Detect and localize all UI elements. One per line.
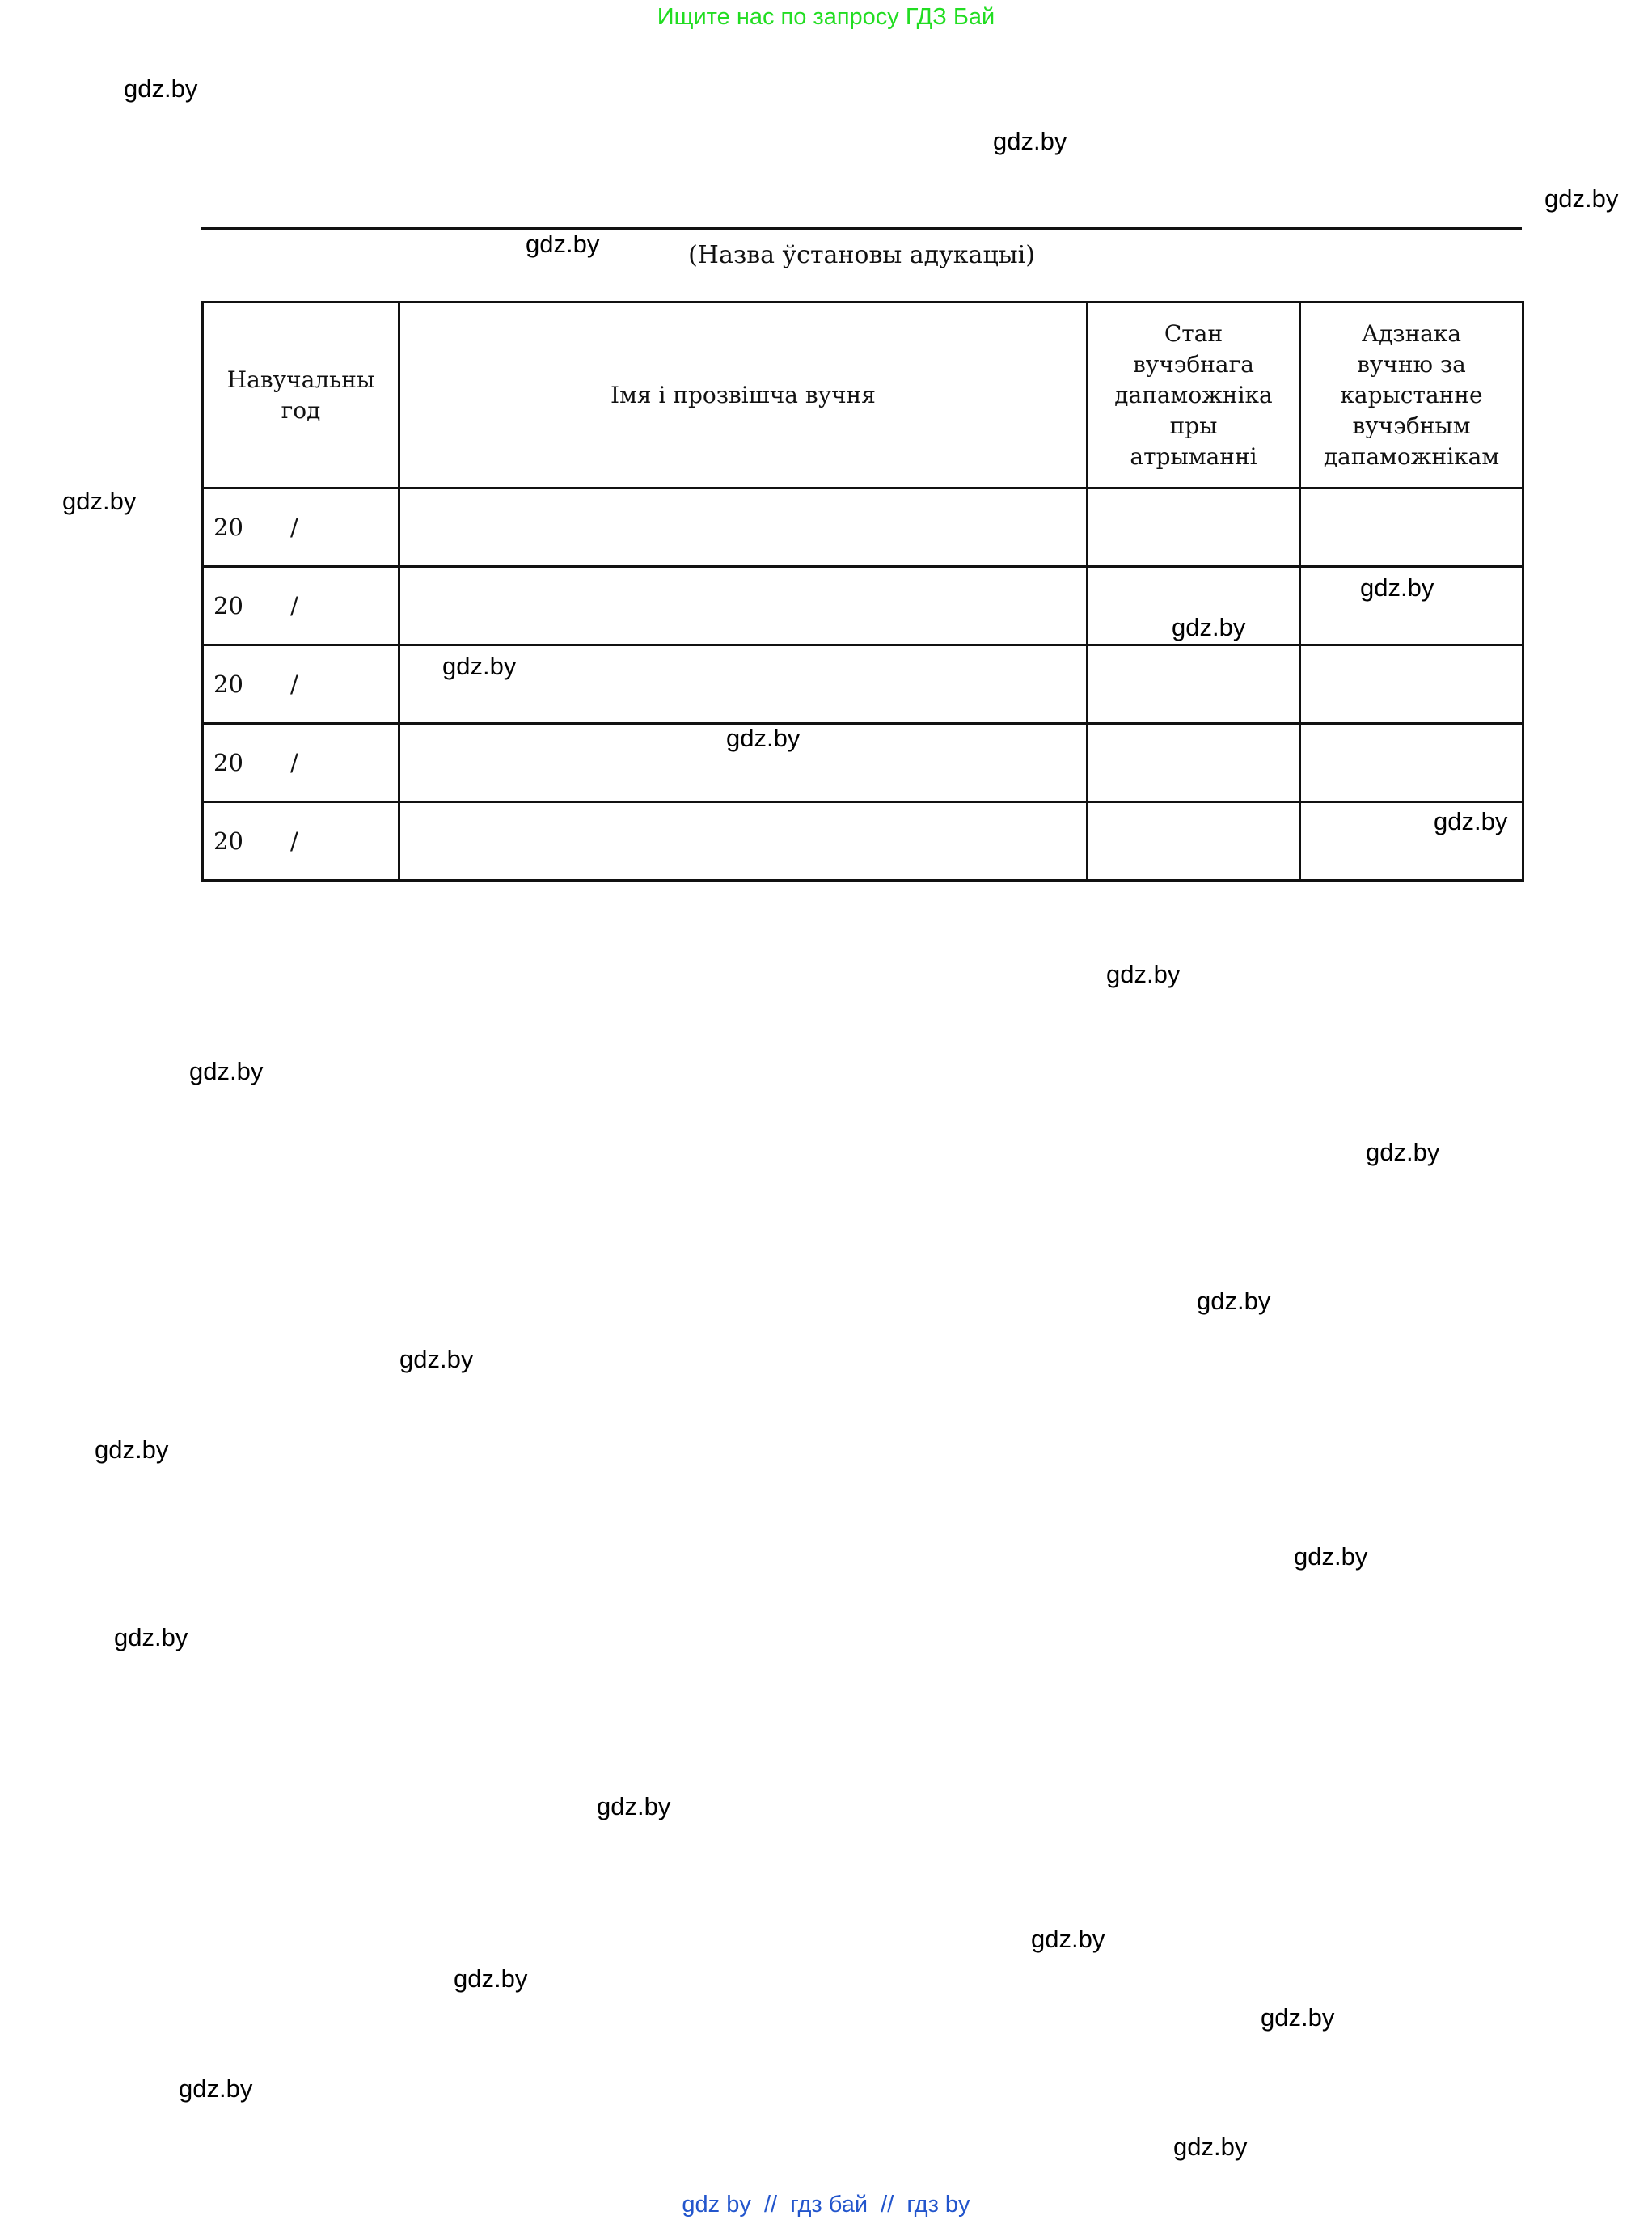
table-row — [203, 645, 1523, 724]
header-condition-on-receipt — [1088, 302, 1300, 488]
year-cell — [203, 488, 399, 567]
header-line: Імя і прозвішча вучня — [611, 381, 876, 408]
header-line: Адзнака — [1361, 319, 1462, 347]
watermark: gdz.by — [442, 652, 517, 680]
year-cell — [203, 802, 399, 881]
table-row — [203, 802, 1523, 881]
grade-cell — [1300, 724, 1523, 802]
footer-links: gdz by // гдз бай // гдз by — [682, 2192, 970, 2218]
watermark: gdz.by — [726, 724, 801, 752]
header-line: пры — [1169, 412, 1218, 439]
year-cell — [203, 567, 399, 645]
year-prefix: 20 — [213, 514, 243, 541]
table-row — [203, 724, 1523, 802]
header-line: карыстанне — [1340, 381, 1483, 408]
condition-cell — [1088, 645, 1300, 724]
watermark: gdz.by — [1031, 1925, 1105, 1953]
year-prefix: 20 — [213, 592, 243, 619]
institution-name-line — [201, 227, 1522, 230]
header-line: Стан — [1164, 319, 1223, 347]
textbook-usage-table — [201, 301, 1524, 882]
grade-cell — [1300, 488, 1523, 567]
watermark: gdz.by — [1106, 960, 1181, 988]
watermark: gdz.by — [1173, 2133, 1248, 2161]
watermark: gdz.by — [1294, 1542, 1368, 1571]
watermark: gdz.by — [454, 1964, 528, 1993]
watermark: gdz.by — [95, 1435, 169, 1464]
table-row — [203, 488, 1523, 567]
watermark: gdz.by — [993, 127, 1067, 155]
watermark: gdz.by — [1544, 184, 1619, 213]
condition-cell — [1088, 488, 1300, 567]
condition-cell — [1088, 724, 1300, 802]
watermark: gdz.by — [1261, 2003, 1335, 2032]
header-line: вучню за — [1357, 350, 1466, 378]
student-name-cell — [399, 488, 1088, 567]
year-cell — [203, 724, 399, 802]
table-row — [203, 567, 1523, 645]
header-line: дапаможніка — [1114, 381, 1273, 408]
watermark: gdz.by — [179, 2074, 253, 2103]
top-banner: Ищите нас по запросу ГДЗ Бай — [657, 4, 995, 30]
header-usage-grade — [1300, 302, 1523, 488]
header-line: атрыманні — [1130, 442, 1257, 470]
watermark: gdz.by — [597, 1792, 671, 1820]
watermark: gdz.by — [1172, 613, 1246, 641]
header-school-year — [203, 302, 399, 488]
watermark: gdz.by — [124, 74, 198, 103]
header-line: вучэбным — [1352, 412, 1471, 439]
watermark: gdz.by — [1360, 573, 1434, 602]
watermark: gdz.by — [526, 230, 600, 258]
header-line: дапаможнікам — [1323, 442, 1500, 470]
year-separator: / — [290, 670, 298, 698]
watermark: gdz.by — [189, 1057, 264, 1085]
student-name-cell — [399, 567, 1088, 645]
table-header-row — [203, 302, 1523, 488]
header-line: год — [281, 396, 321, 424]
watermark: gdz.by — [1197, 1287, 1271, 1315]
watermark: gdz.by — [1366, 1138, 1440, 1166]
year-prefix: 20 — [213, 749, 243, 776]
header-student-name — [399, 302, 1088, 488]
grade-cell — [1300, 645, 1523, 724]
year-prefix: 20 — [213, 827, 243, 855]
header-line: Навучальны — [226, 366, 375, 393]
year-separator: / — [290, 514, 298, 541]
watermark: gdz.by — [399, 1345, 474, 1373]
year-separator: / — [290, 827, 298, 855]
header-line: вучэбнага — [1132, 350, 1254, 378]
year-separator: / — [290, 592, 298, 619]
year-separator: / — [290, 749, 298, 776]
watermark: gdz.by — [1434, 807, 1508, 835]
watermark: gdz.by — [62, 487, 137, 515]
institution-caption: (Назва ўстановы адукацыі) — [688, 241, 1035, 269]
watermark: gdz.by — [114, 1623, 188, 1651]
condition-cell — [1088, 802, 1300, 881]
year-prefix: 20 — [213, 670, 243, 698]
year-cell — [203, 645, 399, 724]
student-name-cell — [399, 802, 1088, 881]
